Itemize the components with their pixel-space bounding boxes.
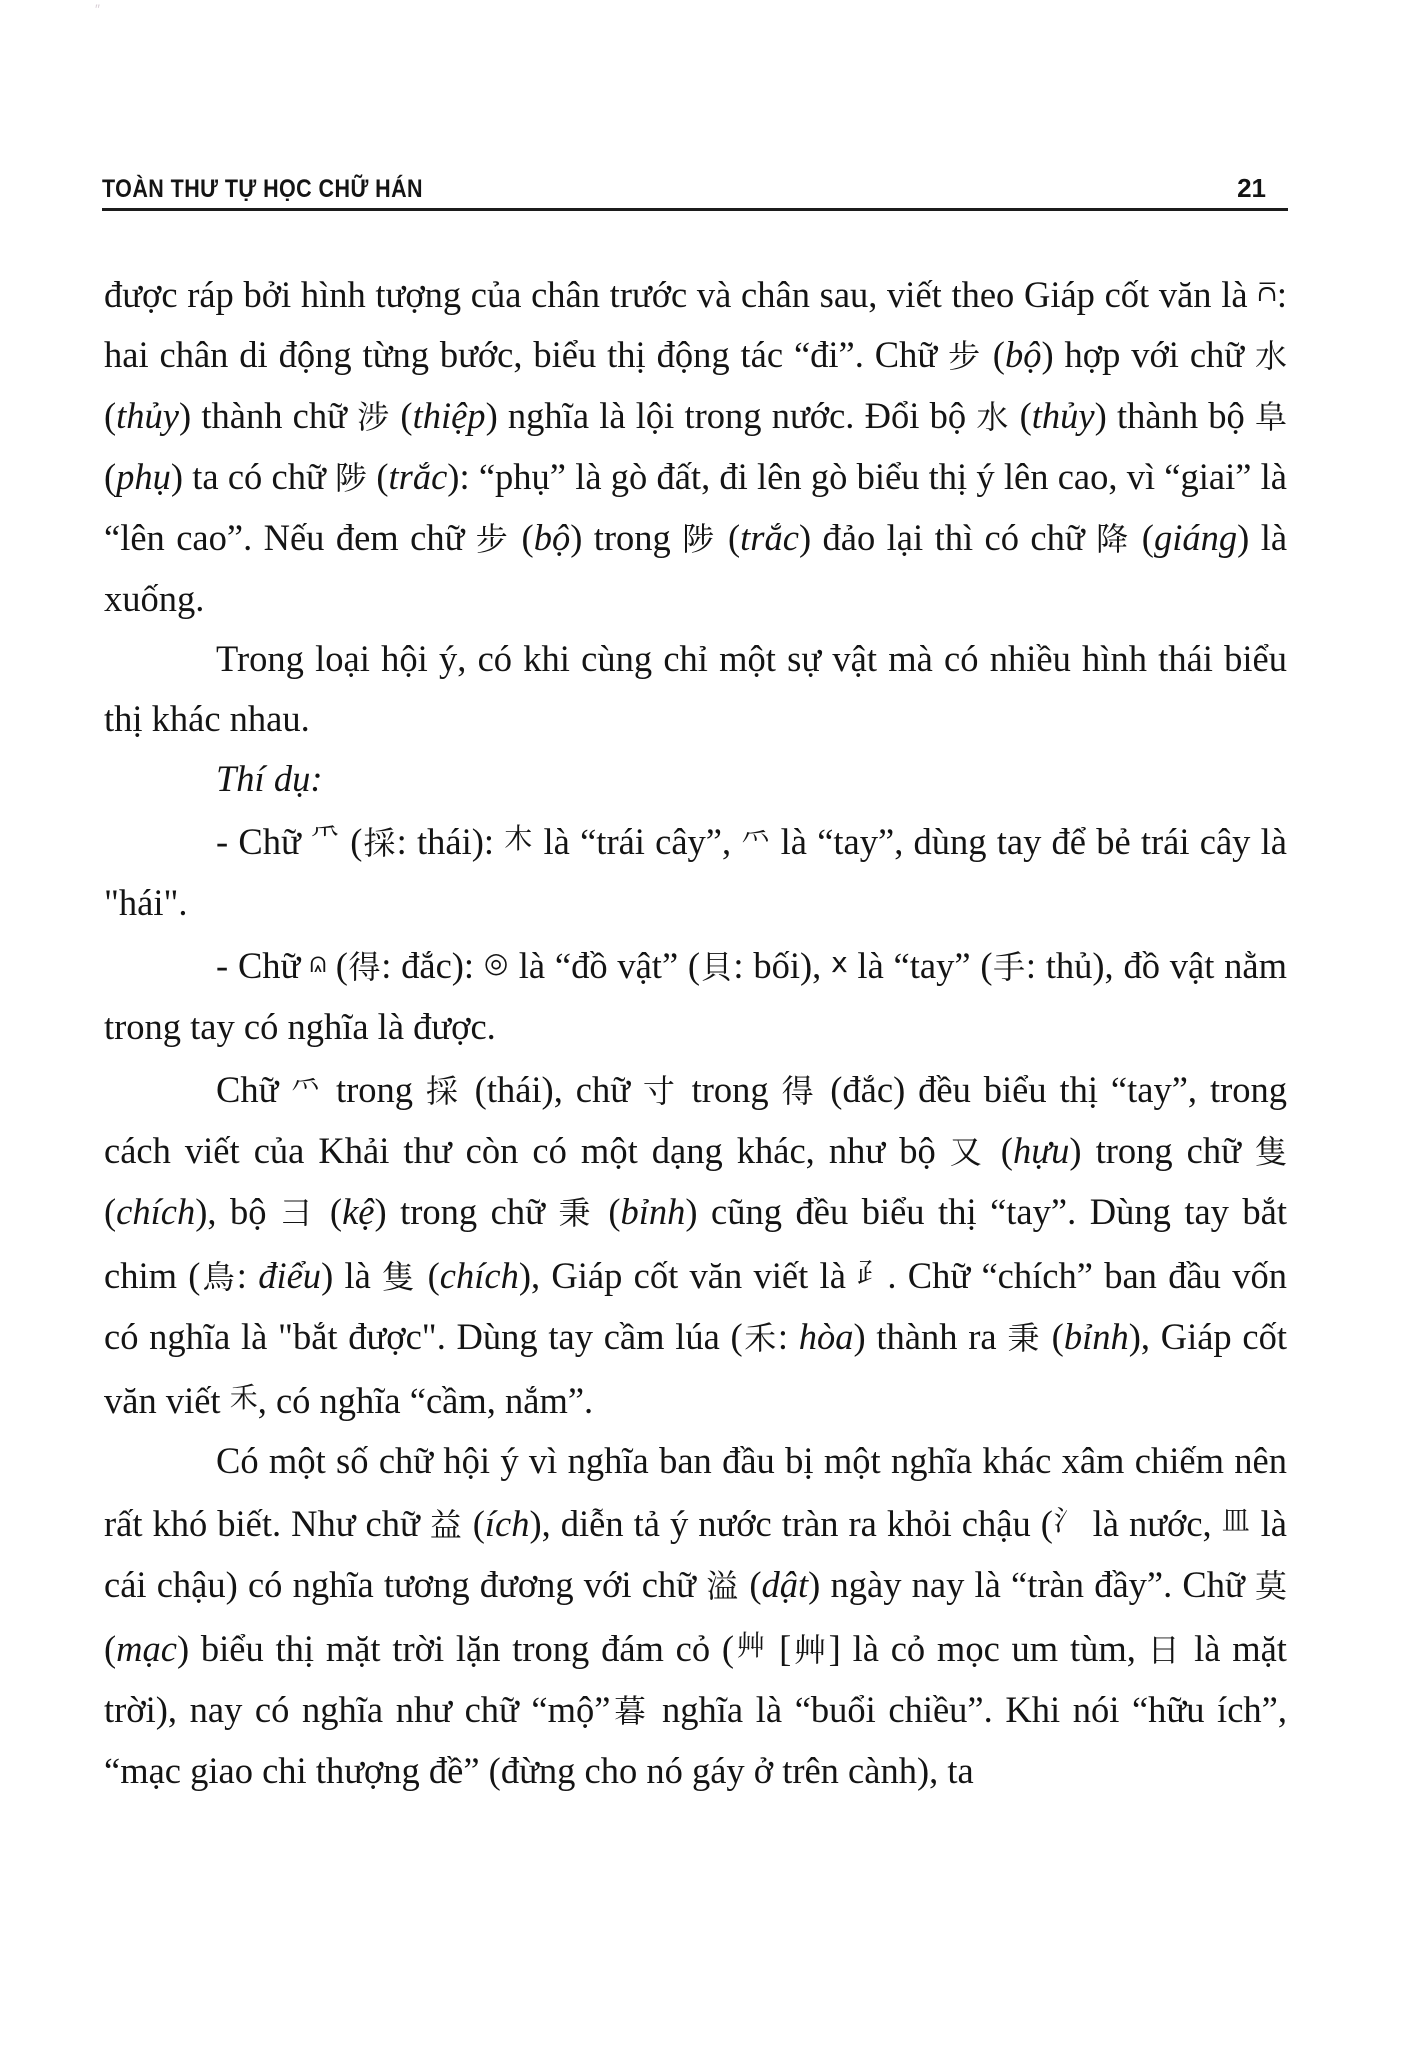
text-run: : thủ), đồ vật nằm trong tay có nghĩa là được.	[104, 945, 1287, 1047]
text-run: (	[1130, 517, 1154, 558]
han-character: 採	[425, 1072, 462, 1110]
text-run: [	[767, 1628, 792, 1669]
han-character: 降	[1096, 520, 1131, 558]
text-run: Có một số chữ hội ý vì nghĩa ban đầu bị một nghĩa khác xâm chiếm nên rất khó biết. Như chữ	[104, 1440, 1287, 1544]
italic-reading: dật	[761, 1564, 809, 1605]
paragraph	[104, 629, 1287, 749]
han-character: 寸	[642, 1072, 679, 1110]
italic-reading: bộ	[1004, 334, 1042, 375]
han-character: 艸	[791, 1631, 829, 1669]
italic-reading: trắc	[740, 517, 799, 558]
text-run: nghĩa là “buổi chiều”. Khi nói “hữu ích”, “mạc giao chi thượng đề” (đừng cho nó gáy ở trên cành), ta	[104, 1689, 1287, 1791]
han-character: 手	[992, 948, 1026, 986]
text-run: (	[462, 1503, 485, 1544]
text-run: (	[510, 517, 534, 558]
oracle-bone-basin-icon: 皿	[1221, 1504, 1251, 1537]
text-run: ) là	[321, 1255, 383, 1296]
text-run: được ráp bởi hình tượng của chân trước và chân sau, viết theo Giáp cốt văn là	[104, 274, 1258, 315]
oracle-bone-bo-footsteps-icon: ⩃	[1257, 275, 1277, 308]
han-character: 莫	[1254, 1567, 1287, 1605]
text-run: ), Giáp cốt văn viết là	[518, 1255, 858, 1296]
text-run: (	[739, 1564, 762, 1605]
text-run: là “trái cây”,	[533, 821, 742, 862]
oracle-bone-dac-icon: ⩄	[310, 946, 326, 979]
han-character: 暮	[610, 1692, 650, 1730]
han-character: 鳥	[200, 1258, 237, 1296]
italic-reading: bộ	[533, 517, 571, 558]
oracle-bone-hand-x-icon: x	[831, 946, 848, 979]
italic-reading: hòa	[798, 1316, 854, 1357]
text-run: ) trong chữ	[1069, 1130, 1255, 1171]
text-run: là “đồ vật” (	[508, 945, 701, 986]
text-run: ) trong chữ	[374, 1191, 559, 1232]
han-character: 陟	[335, 459, 368, 497]
text-run: ) nghĩa là lội trong nước. Đổi bộ	[485, 395, 977, 436]
italic-reading: điểu	[258, 1255, 322, 1296]
text-run: ) thành bộ	[1094, 395, 1255, 436]
han-character: 得	[347, 948, 382, 986]
italic-reading: bỉnh	[1063, 1316, 1129, 1357]
text-run: - Chữ	[216, 945, 311, 986]
text-run: ), Giáp cốt văn viết	[104, 1316, 1287, 1421]
paragraph	[104, 809, 1287, 933]
italic-reading: mạc	[116, 1628, 177, 1669]
oracle-bone-binh-icon: ⽲	[229, 1381, 258, 1414]
text-run: (	[594, 1191, 621, 1232]
han-character: 益	[429, 1506, 463, 1544]
han-character: 溢	[706, 1567, 740, 1605]
han-character: 步	[475, 520, 511, 558]
italic-reading: thủy	[116, 395, 179, 436]
text-run: (	[981, 334, 1005, 375]
text-run: . Chữ “chích” ban đầu vốn có nghĩa là "bắt được". Dùng tay cầm lúa (	[104, 1255, 1287, 1357]
italic-reading: phụ	[116, 456, 171, 497]
text-run: (thái), chữ	[461, 1069, 643, 1110]
text-run: là nước,	[1082, 1503, 1222, 1544]
text-run: (	[390, 395, 413, 436]
han-character: 隻	[382, 1258, 417, 1296]
oracle-bone-chich-icon: ⺪	[857, 1256, 888, 1289]
text-run: ), diễn tả ý nước tràn ra khỏi chậu (	[529, 1503, 1053, 1544]
text-run: trong	[678, 1069, 782, 1110]
han-character: 秉	[1007, 1319, 1041, 1357]
han-character: 彐	[280, 1194, 317, 1232]
text-run: (	[1040, 1316, 1064, 1357]
text-run: Trong loại hội ý, có khi cùng chỉ một sự vật mà có nhiều hình thái biểu thị khác nhau.	[104, 638, 1287, 739]
text-run: : bối),	[733, 945, 832, 986]
text-run: :	[777, 1316, 799, 1357]
italic-reading: chích	[116, 1191, 196, 1232]
text-run: (	[104, 1191, 117, 1232]
italic-reading: giáng	[1153, 517, 1238, 558]
italic-reading: thiệp	[412, 395, 486, 436]
italic-reading: kệ	[342, 1191, 375, 1232]
text-run: là “tay” (	[847, 945, 993, 986]
text-run: ): “phụ” là gò đất, đi lên gò biểu thị ý lên cao, vì “giai” là “lên cao”. Nếu đem chữ	[104, 456, 1288, 558]
oracle-bone-tree-icon: 木	[504, 822, 534, 855]
text-run: là mặt trời), nay có nghĩa như chữ “mộ”	[104, 1628, 1287, 1730]
text-run: (đắc) đều biểu thị “tay”, trong cách viết của Khải thư còn có một dạng khác, như bộ	[104, 1069, 1288, 1171]
italic-reading: trắc	[388, 456, 448, 497]
text-run: là cái chậu) có nghĩa tương đương với chữ	[104, 1503, 1287, 1605]
text-run: (	[367, 456, 389, 497]
text-run: trong	[323, 1069, 426, 1110]
page-number: 21	[1237, 173, 1266, 203]
book-title: TOÀN THƯ TỰ HỌC CHỮ HÁN	[102, 175, 423, 203]
han-character: 得	[781, 1072, 818, 1110]
page-body	[104, 262, 1287, 1801]
han-character: 秉	[558, 1194, 595, 1232]
paragraph	[104, 262, 1287, 629]
paragraph	[104, 749, 1287, 809]
text-run: : thái):	[396, 821, 505, 862]
text-run: ] là cỏ mọc um tùm,	[828, 1628, 1148, 1669]
han-character: 涉	[357, 398, 391, 436]
text-run: (	[716, 517, 741, 558]
text-run: (	[340, 821, 363, 862]
italic-reading: bỉnh	[620, 1191, 686, 1232]
text-run: (	[325, 945, 348, 986]
han-character: 採	[362, 824, 397, 862]
text-run: (	[104, 1628, 117, 1669]
italic-reading: thủy	[1031, 395, 1095, 436]
han-character: 禾	[742, 1319, 778, 1357]
han-character: 隻	[1254, 1133, 1287, 1171]
oracle-bone-hand-icon: ⺤	[291, 1070, 324, 1103]
text-run: ) trong	[570, 517, 683, 558]
han-character: 陟	[682, 520, 717, 558]
han-character: 步	[948, 337, 982, 375]
text-run: Chữ	[216, 1069, 292, 1110]
han-character: 又	[949, 1133, 987, 1171]
text-run: (	[986, 1130, 1013, 1171]
text-run: (	[316, 1191, 343, 1232]
han-character: 水	[976, 398, 1010, 436]
text-run: (	[1009, 395, 1032, 436]
italic-reading: ích	[484, 1503, 530, 1544]
oracle-bone-water-icon: ⺡	[1052, 1504, 1083, 1537]
text-run: ) ngày nay là “tràn đầy”. Chữ	[808, 1564, 1255, 1605]
han-character: 貝	[700, 948, 734, 986]
running-header	[102, 170, 1288, 211]
text-run: : đắc):	[381, 945, 484, 986]
han-character: 水	[1255, 337, 1288, 375]
han-character: 阜	[1255, 398, 1288, 436]
text-run: (	[416, 1255, 440, 1296]
text-run: là “tay”, dùng tay để bẻ trái cây là "hái".	[104, 821, 1287, 923]
paragraph	[104, 1431, 1287, 1801]
han-character: 日	[1147, 1631, 1183, 1669]
text-run: ) biểu thị mặt trời lặn trong đám cỏ (	[176, 1628, 735, 1669]
oracle-bone-hand-icon: ⺤	[741, 822, 771, 855]
text-run: ) cũng đều biểu thị “tay”. Dùng tay bắt chim (	[104, 1191, 1288, 1296]
italic-reading: hựu	[1012, 1130, 1070, 1171]
oracle-bone-grass-icon: 艸	[734, 1629, 768, 1662]
paragraph	[104, 933, 1287, 1057]
paragraph	[104, 1057, 1287, 1431]
text-run: (	[104, 456, 117, 497]
text-run: ), bộ	[195, 1191, 280, 1232]
text-run: ) đảo lại thì có chữ	[798, 517, 1097, 558]
text-run: ) thành ra	[853, 1316, 1008, 1357]
text-run: ) là xuống.	[104, 517, 1288, 619]
text-run: ) hợp với chữ	[1041, 334, 1255, 375]
italic-reading: chích	[439, 1255, 519, 1296]
text-run: (	[104, 395, 117, 436]
text-run: ) ta có chữ	[170, 456, 335, 497]
italic-reading: Thí dụ:	[216, 758, 323, 799]
oracle-bone-thai-icon: ⺥	[310, 822, 341, 855]
scan-artifact-mark: ″	[95, 1, 100, 17]
text-run: - Chữ	[216, 821, 311, 862]
text-run: :	[236, 1255, 259, 1296]
oracle-bone-shell-icon: ◎	[483, 946, 509, 979]
text-run: , có nghĩa “cầm, nắm”.	[257, 1380, 594, 1421]
text-run: : hai chân di động từng bước, biểu thị động tác “đi”. Chữ	[104, 274, 1287, 375]
text-run: ) thành chữ	[179, 395, 358, 436]
